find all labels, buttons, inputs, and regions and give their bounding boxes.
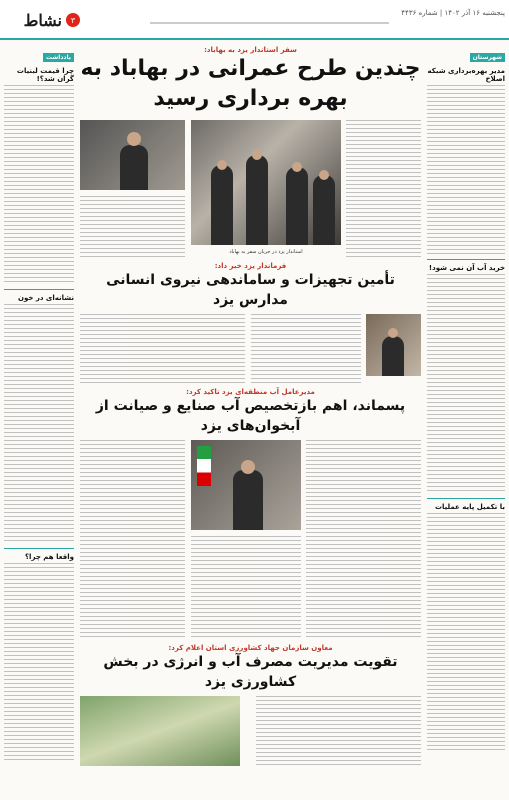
lead-photo: [191, 120, 341, 245]
story4-body-1: [256, 696, 421, 766]
story3-body-1: [306, 440, 421, 640]
date-line: پنجشنبه ۱۶ آذر ۱۴۰۲ | شماره ۴۴۳۶: [401, 9, 505, 17]
masthead-logo: [8, 4, 80, 36]
left-divider-1: [4, 289, 74, 290]
left-divider-2: [4, 548, 74, 549]
right-divider-1: [427, 259, 505, 260]
left-body-2: [4, 304, 74, 544]
lead-photo-caption: استاندار یزد در جریان سفر به بهاباد: [229, 249, 303, 255]
lead-kicker: سفر استاندار یزد به بهاباد:: [204, 46, 297, 54]
right-body-2: [427, 274, 505, 494]
lead-portrait: [80, 120, 185, 190]
left-body-3: [4, 563, 74, 763]
story4-photo: [80, 696, 240, 766]
story2-kicker: فرماندار یزد خبر داد:: [214, 262, 287, 270]
lead-headline: چندین طرح عمرانی در بهاباد به بهره برداری رسید: [80, 56, 421, 111]
story2-body-2: [80, 314, 245, 384]
main-stories: [80, 44, 421, 796]
left-column: [4, 44, 74, 796]
story3-body-2: [191, 536, 301, 640]
left-body-1: [4, 85, 74, 285]
story2-body-area: [80, 314, 421, 384]
story4-kicker: معاون سازمان جهاد کشاورزی استان اعلام کرد:: [168, 644, 333, 652]
right-title-3: با تکمیل پایه عملیات: [434, 503, 505, 511]
story2-body-1: [251, 314, 361, 384]
right-divider-2: [427, 498, 505, 499]
story3-body-area: [80, 440, 421, 640]
story3-headline: پسماند، اهم بازتخصیص آب صنایع و صیانت از آبخوان‌های یزد: [95, 398, 406, 434]
story4-headline: تقویت مدیریت مصرف آب و انرژی در بخش کشاورزی یزد: [103, 654, 398, 690]
masthead-ornament: [150, 22, 389, 24]
right-title-1: مدیر بهره‌برداری شبکه اصلاح: [427, 67, 505, 83]
story2-headline: تأمین تجهیزات و ساماندهی نیروی انسانی مدارس یزد: [106, 272, 395, 308]
right-column: [427, 44, 505, 796]
story4-body-area: [80, 696, 421, 766]
story2-photo: [366, 314, 421, 376]
masthead-bar: [0, 0, 509, 40]
right-body-3: [427, 513, 505, 753]
lead-body-area: [80, 120, 421, 258]
left-section-label: یادداشت: [43, 53, 74, 62]
story3-photo: [191, 440, 301, 530]
logo-text: نشاط: [23, 10, 62, 30]
lead-body-col-2: [80, 196, 185, 258]
lead-body-col-1: [346, 120, 421, 258]
story3-body-3: [80, 440, 185, 640]
left-title-3: واقعا هم چرا؟: [25, 553, 74, 561]
page-number-badge: ۳: [66, 13, 80, 27]
right-title-2: خرید آب آن نمی شود!: [428, 264, 505, 272]
right-section-label: شهرستان: [470, 53, 505, 62]
right-body-1: [427, 85, 505, 255]
left-title-2: نشانه‌ای در خون: [18, 294, 74, 302]
left-title-1: چرا قیمت لبنیات گران شد؟!: [16, 67, 74, 83]
story3-kicker: مدیرعامل آب منطقه‌ای یزد تاکید کرد:: [186, 388, 315, 396]
